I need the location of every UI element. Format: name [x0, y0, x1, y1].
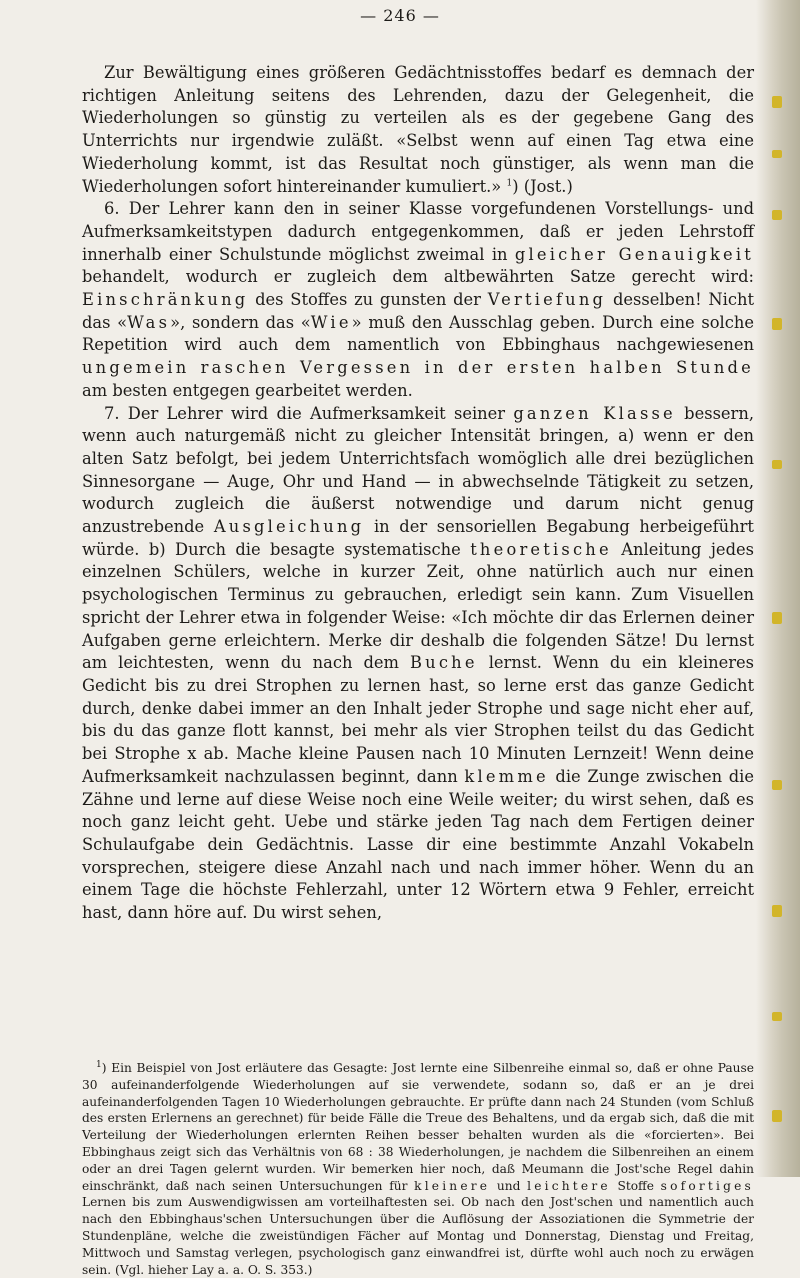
emphasized-text: Was — [127, 312, 171, 332]
emphasized-text: gleicher Genauigkeit — [514, 244, 754, 264]
text-run: 6. Der Lehrer kann den in seiner Klasse vorgefundenen Vorstellungs- und Aufmerksamkeitstypen dadurch entgegenkommen, daß er jeden Lehrstoff innerhalb einer Schulstunde möglichst zweimal in — [82, 199, 754, 264]
page-edge-mark — [772, 1012, 782, 1021]
page-number: — 246 — — [360, 6, 440, 25]
text-run: in der sensoriellen Begabung herbeigeführt würde. b) Durch die besagte systematische — [82, 517, 754, 559]
emphasized-text: Einschränkung — [82, 290, 249, 310]
page-edge-mark — [772, 96, 782, 108]
page-edge-mark — [772, 780, 782, 790]
footnote — [82, 1060, 754, 1278]
text-run: ) Ein Beispiel von Jost erläutere das Gesagte: Jost lernte eine Silbenreihe einmal so, daß er ohne Pause 30 aufeinanderfolgende Wiederholungen auf sie verwendete, sodann so, daß er an je drei aufeinanderfolgenden Tagen 10 Wiederholungen gebrauchte. Er prüfte dann nach 24 Stunden (vom Schluß des ersten Erlernens an gerechnet) für beide Fälle die Treue des Behaltens, und da ergab sich, daß die mit Verteilung der Wiederholungen erlernten Reihen besser behalten wurden als die «forcierten». Bei Ebbinghaus zeigt sich das Verhältnis von 68 : 38 Wiederholungen, je nachdem die Silbenreihen an einem oder an drei Tagen gelernt wurden. Wir bemerken hier noch, daß Meumann die Jost'sche Regel dahin einschränkt, daß nach seinen Untersuchungen für — [82, 1061, 754, 1193]
paragraph-point-7 — [82, 403, 754, 925]
page-edge-mark — [772, 612, 782, 624]
main-text — [82, 62, 754, 925]
text-run: am besten entgegen gearbeitet werden. — [82, 380, 413, 400]
page-edge-mark — [772, 210, 782, 220]
footnote-text — [82, 1060, 754, 1278]
text-run: Anleitung jedes einzelnen Schülers, welche in kurzer Zeit, ohne natürlich auch nur einen psychologischen Terminus zu gebrauchen, erledigt sein kann. Zum Visuellen spricht der Lehrer etwa in folgender Weise: «Ich möchte dir das Erlernen deiner Aufgaben gerne erleichtern. Merke dir deshalb die folgenden Sätze! Du lernst am leichtesten, wenn du nach dem — [82, 539, 754, 673]
page-edge-shadow — [756, 0, 800, 1177]
footnote-marker: 1 — [506, 178, 513, 189]
paragraph-intro — [82, 62, 754, 198]
emphasized-text: Ausgleichung — [213, 517, 365, 537]
page-edge-mark — [772, 150, 782, 158]
emphasized-text: leichtere — [527, 1178, 611, 1193]
text-run: lernst. Wenn du ein kleineres Gedicht bis zu drei Strophen zu lernen hast, so lerne erst das ganze Gedicht durch, denke dabei immer an den Inhalt jeder Strophe und sage nicht eher auf, bis du das ganze flott kannst, bei mehr als vier Strophen teilst du das Gedicht bei Strophe x ab. Mache kleine Pausen nach 10 Minuten Lernzeit! Wenn deine Aufmerksamkeit nachzulassen beginnt, dann — [82, 653, 755, 786]
footnote-marker: 1 — [96, 1059, 102, 1070]
text-run: des Stoffes zu gunsten der — [248, 290, 488, 310]
text-run: behandelt, wodurch er zugleich dem altbewährten Satze gerecht wird: — [82, 267, 754, 287]
text-run: bessern, wenn auch naturgemäß nicht zu gleicher Intensität bringen, a) wenn er den alten Satz befolgt, bei jedem Unterrichtsfach womöglich alle drei bezüglichen Sinnesorgane — Auge, Ohr und Hand — in abwechselnde Tätigkeit zu setzen, wodurch zugleich die äußerst notwendige und darum nicht genug anzustrebende — [82, 403, 754, 537]
text-run: und — [490, 1178, 528, 1193]
text-run: die Zunge zwischen die Zähne und lerne auf diese Weise noch eine Weile weiter; du wirst sehen, daß es noch ganz leicht geht. Uebe und stärke jeden Tag nach dem Fertigen deiner Schulaufgabe dein Gedächtnis. Lasse dir eine bestimmte Anzahl Vokabeln vorsprechen, steigere diese Anzahl nach und nach immer höher. Wenn du an einem Tage die höchste Fehlerzahl, unter 12 Wörtern etwa 9 Fehler, erreicht hast, dann höre auf. Du wirst sehen, — [82, 766, 755, 923]
emphasized-text: klemme — [464, 766, 549, 786]
emphasized-text: kleinere — [414, 1178, 491, 1193]
emphasized-text: ganzen Klasse — [513, 403, 676, 423]
text-run: Zur Bewältigung eines größeren Gedächtnisstoffes bedarf es demnach der richtigen Anleitung seitens des Lehrenden, dazu der Gelegenheit, die Wiederholungen so günstig zu verteilen als es der gegebene Gang des Unterrichts nur irgendwie zuläßt. «Selbst wenn auf einen Tag etwa eine Wiederholung kommt, ist das Resultat noch günstiger, als wenn man die Wiederholungen sofort hintereinander kumuliert.» — [82, 63, 754, 196]
emphasized-text: Wie — [310, 312, 352, 332]
page-edge-mark — [772, 1110, 782, 1122]
page-edge-mark — [772, 460, 782, 469]
emphasized-text: Buche — [410, 653, 478, 673]
emphasized-text: Vertiefung — [487, 290, 607, 310]
text-run: desselben! Nicht das « — [82, 290, 754, 332]
emphasized-text: theoretische — [470, 539, 612, 559]
emphasized-text: ungemein raschen Vergessen in der ersten halben Stunde — [82, 358, 754, 378]
text-run: 7. Der Lehrer wird die Aufmerksamkeit seiner — [104, 403, 514, 423]
text-run: Stoffe — [610, 1178, 661, 1193]
emphasized-text: sofortiges — [660, 1178, 754, 1193]
text-run: », sondern das « — [170, 312, 311, 332]
paragraph-point-6 — [82, 198, 754, 402]
page-edge-mark — [772, 905, 782, 917]
page-edge-mark — [772, 318, 782, 330]
text-run: Lernen bis zum Auswendigwissen am vorteilhaftesten sei. Ob nach den Jost'schen und namentlich auch nach den Ebbinghaus'schen Untersuchungen über die Auflösung der Assoziationen die Symmetrie der Stundenpläne, welche die zweistündigen Fächer auf Montag und Donnerstag, Dienstag und Freitag, Mittwoch und Samstag verlegen, psychologisch ganz einwandfrei ist, dürfte wohl auch noch zu erwägen sein. (Vgl. hieher Lay a. a. O. S. 353.) — [82, 1195, 754, 1277]
text-run: » muß den Ausschlag geben. Durch eine solche Repetition wird auch dem namentlich von Ebbinghaus nachgewiesenen — [82, 312, 754, 355]
text-run: ) (Jost.) — [512, 176, 573, 196]
